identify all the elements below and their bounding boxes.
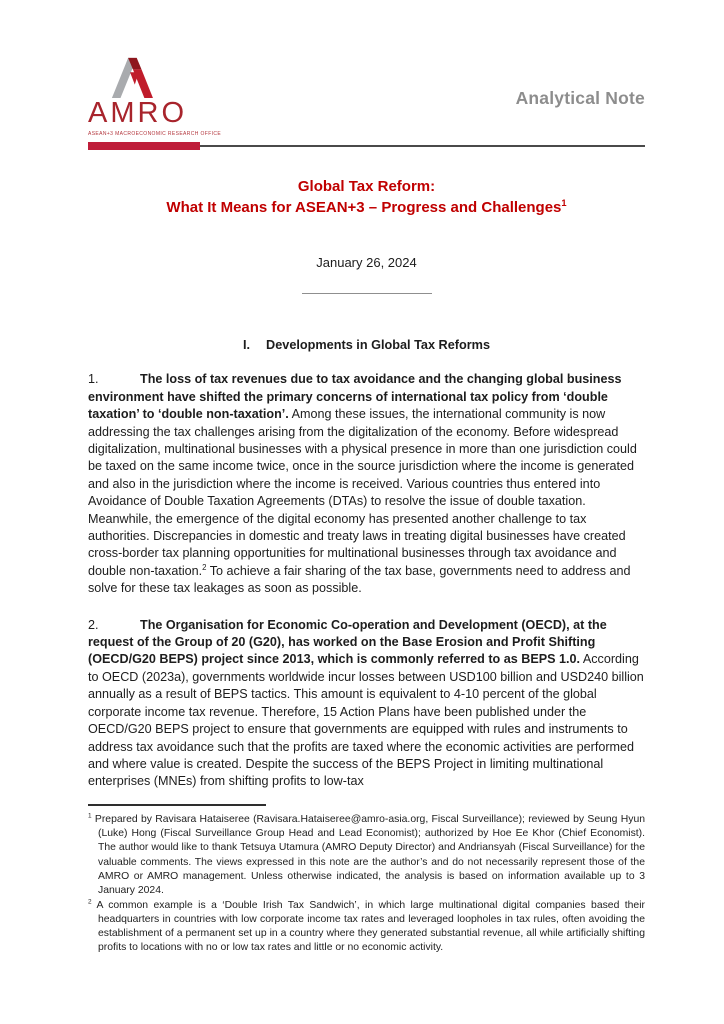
document-date: January 26, 2024 <box>316 255 417 271</box>
paragraph-1-lead: The loss of tax revenues due to tax avoidance and the changing global business environment have shifted the primary concerns of international tax policy from ‘double taxation’ to ‘double non-taxation’. <box>88 372 622 422</box>
footnote-2-text: A common example is a ‘Double Irish Tax Sandwich’, in which large multinational digital companies based their headquarters in countries with low corporate income tax rates and leveraged loopholes in tax rules, often avoiding the establishment of a permanent set up in a country where they generated substantial revenue, all while artificially shifting profits to locations with no or low tax rates and little or no economic activity. <box>96 899 645 954</box>
title-line-2 <box>88 198 645 219</box>
logo-wordmark: AMRO <box>88 97 187 129</box>
footnote-2-ref: 2 <box>202 562 207 572</box>
paragraph-2-number: 2. <box>88 617 99 632</box>
footnotes-block <box>88 813 645 956</box>
title-line-1: Global Tax Reform: <box>297 178 436 195</box>
paragraph-1 <box>88 371 645 597</box>
paragraph-2-lead: The Organisation for Economic Co-operation and Development (OECD), at the request of the Group of 20 (G20), has worked on the Base Erosion and Profit Shifting (OECD/G20 BEPS) project since 2013, which is commonly referred to as BEPS 1.0. <box>88 617 607 667</box>
footnote-divider <box>88 804 266 806</box>
paragraph-1-text: Among these issues, the international community is now addressing the tax challenges arising from the digitalization of the economy. Before widespread digitalization, multinational businesses with a physical presence in more than one jurisdiction could be taxed on the same income twice, once in the source jurisdiction where the income is generated and also in the jurisdiction where the income is received. Various countries thus entered into Avoidance of Double Taxation Agreements (DTAs) to resolve the issue of double taxation. Meanwhile, the emergence of the digital economy has presented another challenge to tax authorities. Discrepancies in domestic and treaty laws in treating digital businesses have created cross-border tax planning opportunities for multinational businesses through tax avoidance and double non-taxation. <box>88 407 637 578</box>
amro-logo-icon <box>102 56 160 98</box>
doc-type-label: Analytical Note <box>515 88 645 108</box>
amro-logo <box>88 56 221 137</box>
header <box>88 56 645 137</box>
title-footnote-ref: 1 <box>561 197 567 208</box>
section-heading <box>88 338 645 352</box>
document-title <box>88 177 645 218</box>
paragraph-1-number: 1. <box>88 372 99 387</box>
date-divider <box>302 293 432 294</box>
footnote-2 <box>88 899 645 956</box>
logo-tagline: ASEAN+3 MACROECONOMIC RESEARCH OFFICE <box>88 131 222 137</box>
header-divider-accent <box>88 142 200 150</box>
footnote-1-marker: 1 <box>88 812 92 820</box>
footnote-1 <box>88 813 645 899</box>
paragraph-2-text: According to OECD (2023a), governments worldwide incur losses between USD100 billion and USD240 billion annually as a result of BEPS tactics. This amount is equivalent to 4-10 percent of the global corporate income tax revenue. Therefore, 15 Action Plans have been published under the OECD/G20 BEPS project to ensure that governments are equipped with rules and instruments to address tax avoidance such that the profits are taxed where the economic activities are performed and where value is created. Despite the success of the BEPS Project in limiting multinational enterprises (MNEs) from shifting profits to low-tax <box>88 652 644 789</box>
footnote-2-marker: 2 <box>88 898 92 906</box>
title-line-2-text: What It Means for ASEAN+3 – Progress and Challenges <box>166 198 562 216</box>
paragraph-1-text-cont: To achieve a fair sharing of the tax base, governments need to address and solve for these tax leakages as soon as possible. <box>88 563 631 596</box>
header-divider <box>88 142 645 150</box>
paragraph-2 <box>88 617 645 791</box>
section-numeral: I. <box>242 338 251 353</box>
section-title: Developments in Global Tax Reforms <box>266 338 491 353</box>
footnote-1-text: Prepared by Ravisara Hataiseree (Ravisara.Hataiseree@amro-asia.org, Fiscal Surveillance); reviewed by Seung Hyun (Luke) Hong (Fiscal Surveillance Group Head and Lead Economist); authorized by Hoe Ee Khor (Chief Economist). The author would like to thank Tetsuya Utamura (AMRO Deputy Director) and Andriansyah (Fiscal Surveillance) for the valuable comments. The views expressed in this note are the author’s and do not necessarily represent those of the AMRO or AMRO management. Unless otherwise indicated, the analysis is based on information available up to 3 January 2024. <box>94 813 646 897</box>
